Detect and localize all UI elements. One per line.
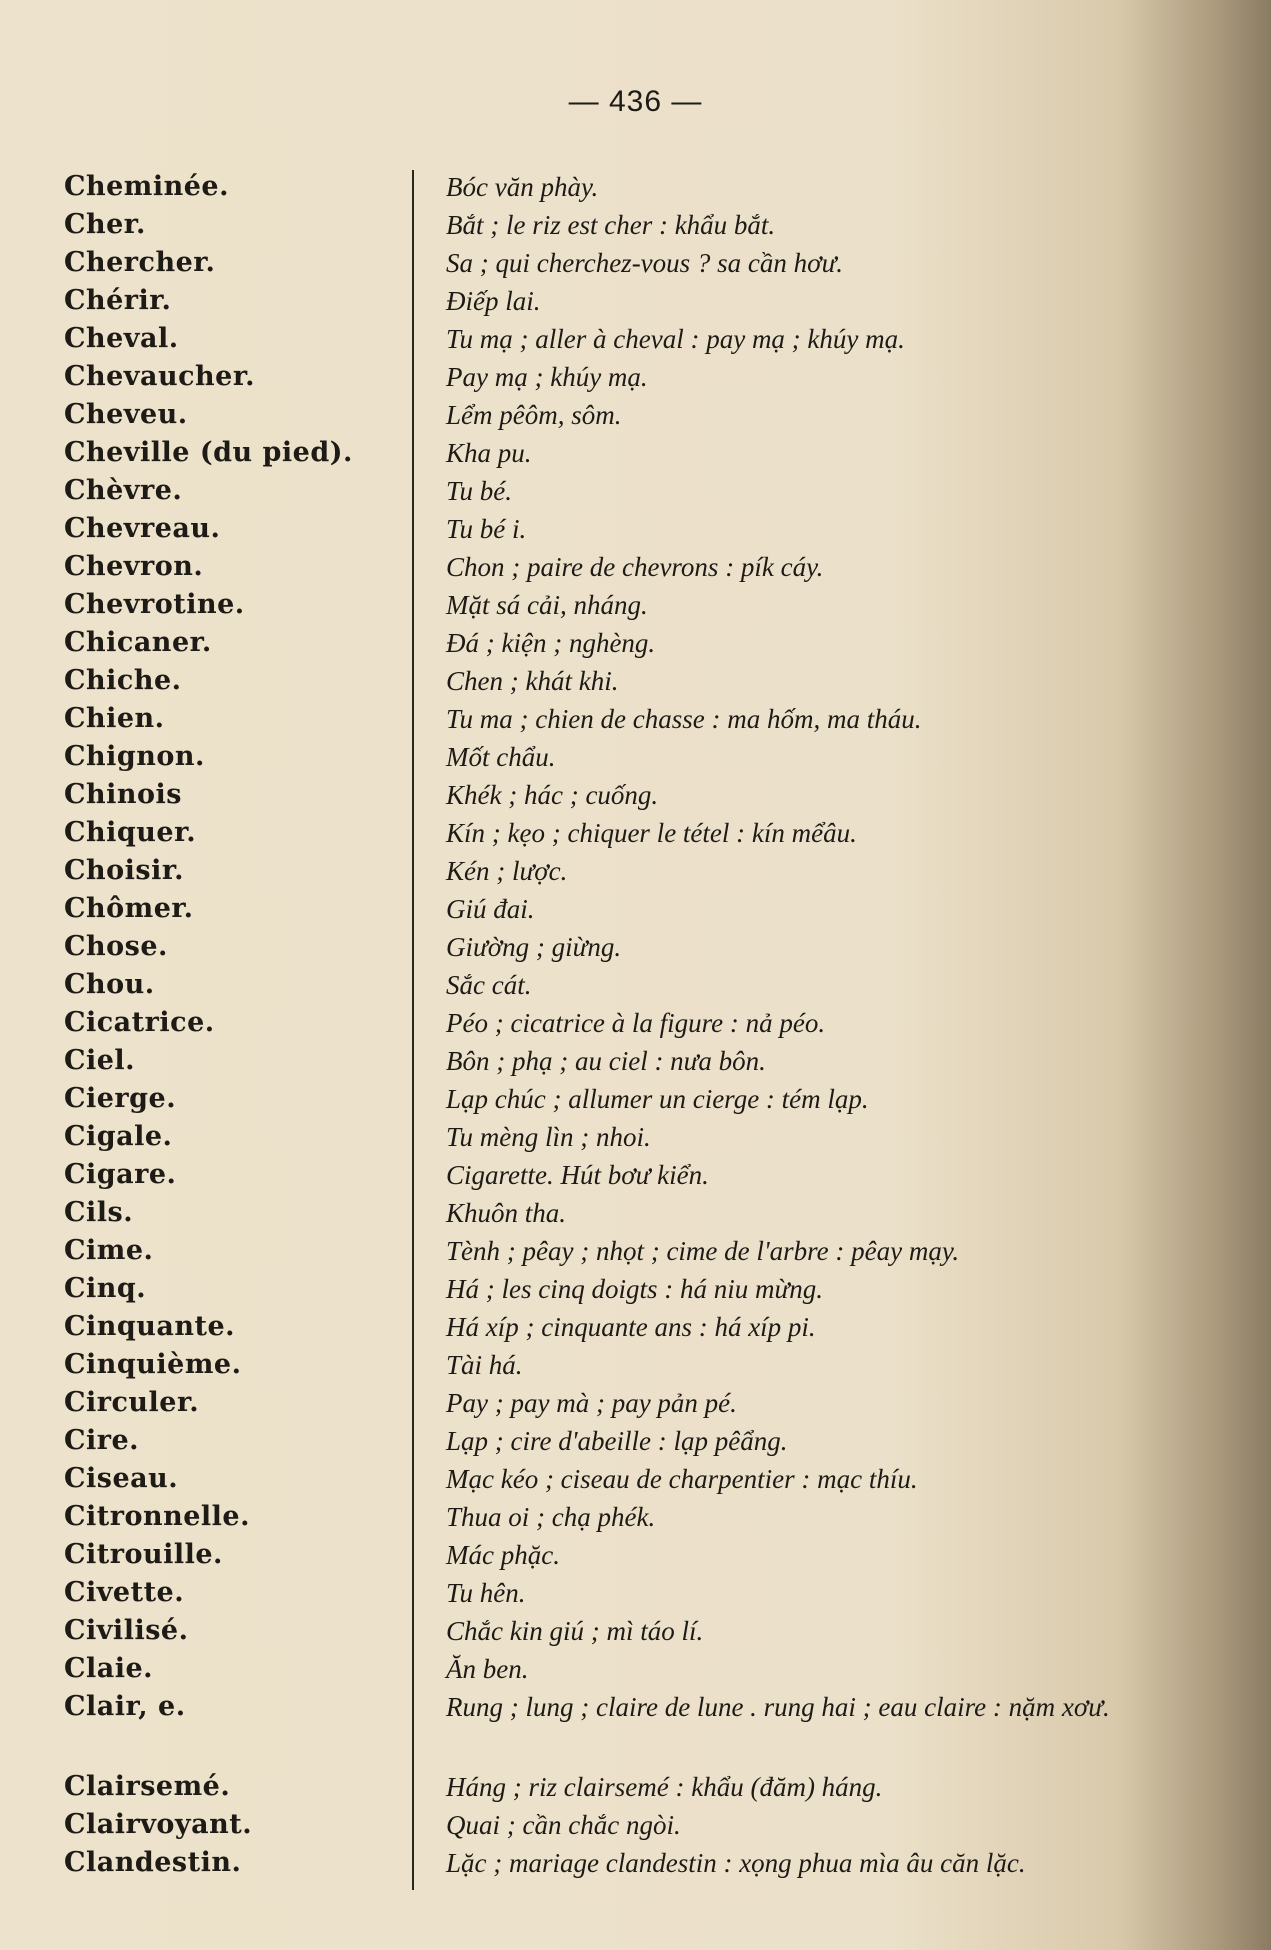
translation: Chon ; paire de chevrons : pík cáy. xyxy=(446,552,824,582)
entry-row xyxy=(0,741,1271,779)
translation: Tu mạ ; aller à cheval : pay mạ ; khúy mạ. xyxy=(446,324,905,354)
translation: Ăn ben. xyxy=(446,1654,529,1684)
headword: Chinois xyxy=(64,779,182,810)
translation: Tu ma ; chien de chasse : ma hốm, ma tháu. xyxy=(446,704,922,734)
entry-row xyxy=(0,285,1271,323)
entry-row xyxy=(0,1007,1271,1045)
headword: Chicaner. xyxy=(64,627,212,658)
translation: Thua oi ; chạ phék. xyxy=(446,1502,656,1532)
entry-row xyxy=(0,1577,1271,1615)
headword: Chevrotine. xyxy=(64,589,245,620)
entry-row xyxy=(0,1045,1271,1083)
entry-row xyxy=(0,1083,1271,1121)
entry-row xyxy=(0,1349,1271,1387)
entry-row xyxy=(0,1425,1271,1463)
headword: Cils. xyxy=(64,1197,134,1228)
headword: Chien. xyxy=(64,703,165,734)
headword: Chômer. xyxy=(64,893,194,924)
headword: Chiche. xyxy=(64,665,182,696)
entry-row xyxy=(0,931,1271,969)
translation: Kín ; kẹo ; chiquer le tétel : kín mểâu. xyxy=(446,818,857,848)
entry-row xyxy=(0,779,1271,817)
entry-row xyxy=(0,627,1271,665)
translation: Mặt sá cải, nháng. xyxy=(446,590,648,620)
headword: Cheminée. xyxy=(64,171,230,202)
translation: Quai ; cần chắc ngòi. xyxy=(446,1810,681,1840)
translation: Giú đai. xyxy=(446,894,535,924)
headword: Ciel. xyxy=(64,1045,136,1076)
translation: Péo ; cicatrice à la figure : nả péo. xyxy=(446,1008,826,1038)
translation: Mốt chẩu. xyxy=(446,742,556,772)
page-number: — 436 — xyxy=(568,85,703,118)
headword: Cire. xyxy=(64,1425,140,1456)
headword: Claie. xyxy=(64,1653,154,1684)
headword: Clairvoyant. xyxy=(64,1809,253,1840)
headword: Cher. xyxy=(64,209,146,240)
entry-row xyxy=(0,1387,1271,1425)
translation: Kén ; lược. xyxy=(446,856,568,886)
translation: Tu bé i. xyxy=(446,514,527,544)
entry-row xyxy=(0,247,1271,285)
entry-row xyxy=(0,1691,1271,1729)
entry-row xyxy=(0,475,1271,513)
translation: Chắc kin giú ; mì táo lí. xyxy=(446,1616,704,1646)
headword: Cinq. xyxy=(64,1273,147,1304)
entry-row xyxy=(0,1539,1271,1577)
entry-row xyxy=(0,817,1271,855)
translation: Kha pu. xyxy=(446,438,532,468)
headword: Circuler. xyxy=(64,1387,200,1418)
entry-row xyxy=(0,399,1271,437)
entry-row xyxy=(0,1121,1271,1159)
headword: Chou. xyxy=(64,969,155,1000)
translation: Sa ; qui cherchez-vous ? sa cần hơư. xyxy=(446,248,844,278)
entry-row xyxy=(0,437,1271,475)
translation: Mác phặc. xyxy=(446,1540,560,1570)
headword: Citronnelle. xyxy=(64,1501,250,1532)
entry-row xyxy=(0,1847,1271,1885)
translation: Khuôn tha. xyxy=(446,1198,567,1228)
translation: Pay mạ ; khúy mạ. xyxy=(446,362,648,392)
translation: Bôn ; phạ ; au ciel : nưa bôn. xyxy=(446,1046,766,1076)
translation: Tu mèng lìn ; nhoi. xyxy=(446,1122,651,1152)
entry-row xyxy=(0,323,1271,361)
entry-row xyxy=(0,361,1271,399)
translation: Đá ; kiện ; nghèng. xyxy=(446,628,656,658)
headword: Chèvre. xyxy=(64,475,183,506)
entry-row xyxy=(0,1809,1271,1847)
headword: Ciseau. xyxy=(64,1463,179,1494)
translation: Bắt ; le riz est cher : khẩu bắt. xyxy=(446,210,776,240)
entry-row xyxy=(0,1311,1271,1349)
headword: Chevreau. xyxy=(64,513,221,544)
entry-row xyxy=(0,1159,1271,1197)
entry-row xyxy=(0,171,1271,209)
entry-row xyxy=(0,1501,1271,1539)
translation: Mạc kéo ; ciseau de charpentier : mạc thíu. xyxy=(446,1464,918,1494)
headword: Cierge. xyxy=(64,1083,177,1114)
translation: Bóc văn phày. xyxy=(446,172,599,202)
headword: Chose. xyxy=(64,931,168,962)
entry-row xyxy=(0,1197,1271,1235)
translation: Tu bé. xyxy=(446,476,513,506)
headword: Cigale. xyxy=(64,1121,173,1152)
translation: Chen ; khát khi. xyxy=(446,666,619,696)
headword: Chercher. xyxy=(64,247,216,278)
translation: Giường ; giừng. xyxy=(446,932,622,962)
headword: Choisir. xyxy=(64,855,184,886)
headword: Cheval. xyxy=(64,323,179,354)
translation: Lạp chúc ; allumer un cierge : tém lạp. xyxy=(446,1084,869,1114)
entry-row xyxy=(0,893,1271,931)
headword: Cigare. xyxy=(64,1159,177,1190)
headword: Clairsemé. xyxy=(64,1771,231,1802)
translation: Điếp lai. xyxy=(446,286,541,316)
translation: Lểm pêôm, sôm. xyxy=(446,400,622,430)
headword: Chiquer. xyxy=(64,817,197,848)
translation: Rung ; lung ; claire de lune . rung hai ; eau claire : nặm xơư. xyxy=(446,1692,1110,1722)
translation: Sắc cát. xyxy=(446,970,532,1000)
entry-row xyxy=(0,665,1271,703)
translation: Khék ; hác ; cuống. xyxy=(446,780,659,810)
translation: Há xíp ; cinquante ans : há xíp pi. xyxy=(446,1312,816,1342)
headword: Cinquante. xyxy=(64,1311,236,1342)
headword: Cheville (du pied). xyxy=(64,437,353,468)
entry-row xyxy=(0,209,1271,247)
translation: Tènh ; pêay ; nhọt ; cime de l'arbre : pêay mạy. xyxy=(446,1236,960,1266)
headword: Civilisé. xyxy=(64,1615,189,1646)
translation: Tài há. xyxy=(446,1350,523,1380)
headword: Cinquième. xyxy=(64,1349,242,1380)
entry-row xyxy=(0,1463,1271,1501)
translation: Cigarette. Hút bơư kiển. xyxy=(446,1160,709,1190)
entry-row xyxy=(0,703,1271,741)
entry-row xyxy=(0,969,1271,1007)
entry-row xyxy=(0,1273,1271,1311)
entry-row xyxy=(0,513,1271,551)
headword: Citrouille. xyxy=(64,1539,223,1570)
translation: Lạp ; cire d'abeille : lạp pêẩng. xyxy=(446,1426,788,1456)
translation: Pay ; pay mà ; pay pản pé. xyxy=(446,1388,737,1418)
translation: Tu hên. xyxy=(446,1578,526,1608)
translation: Háng ; riz clairsemé : khẩu (đăm) háng. xyxy=(446,1772,883,1802)
headword: Cime. xyxy=(64,1235,154,1266)
entry-row xyxy=(0,551,1271,589)
headword: Cicatrice. xyxy=(64,1007,215,1038)
translation: Lặc ; mariage clandestin : xọng phua mìa âu căn lặc. xyxy=(446,1848,1026,1878)
headword: Chevaucher. xyxy=(64,361,256,392)
headword: Chevron. xyxy=(64,551,204,582)
headword: Cheveu. xyxy=(64,399,188,430)
entry-row xyxy=(0,1653,1271,1691)
headword: Civette. xyxy=(64,1577,185,1608)
entry-row xyxy=(0,855,1271,893)
entry-row xyxy=(0,1771,1271,1809)
headword: Clair, e. xyxy=(64,1691,186,1722)
headword: Chignon. xyxy=(64,741,205,772)
entry-row xyxy=(0,589,1271,627)
entry-row xyxy=(0,1615,1271,1653)
headword: Clandestin. xyxy=(64,1847,242,1878)
translation: Há ; les cinq doigts : há niu mừng. xyxy=(446,1274,823,1304)
entry-row xyxy=(0,1235,1271,1273)
headword: Chérir. xyxy=(64,285,172,316)
